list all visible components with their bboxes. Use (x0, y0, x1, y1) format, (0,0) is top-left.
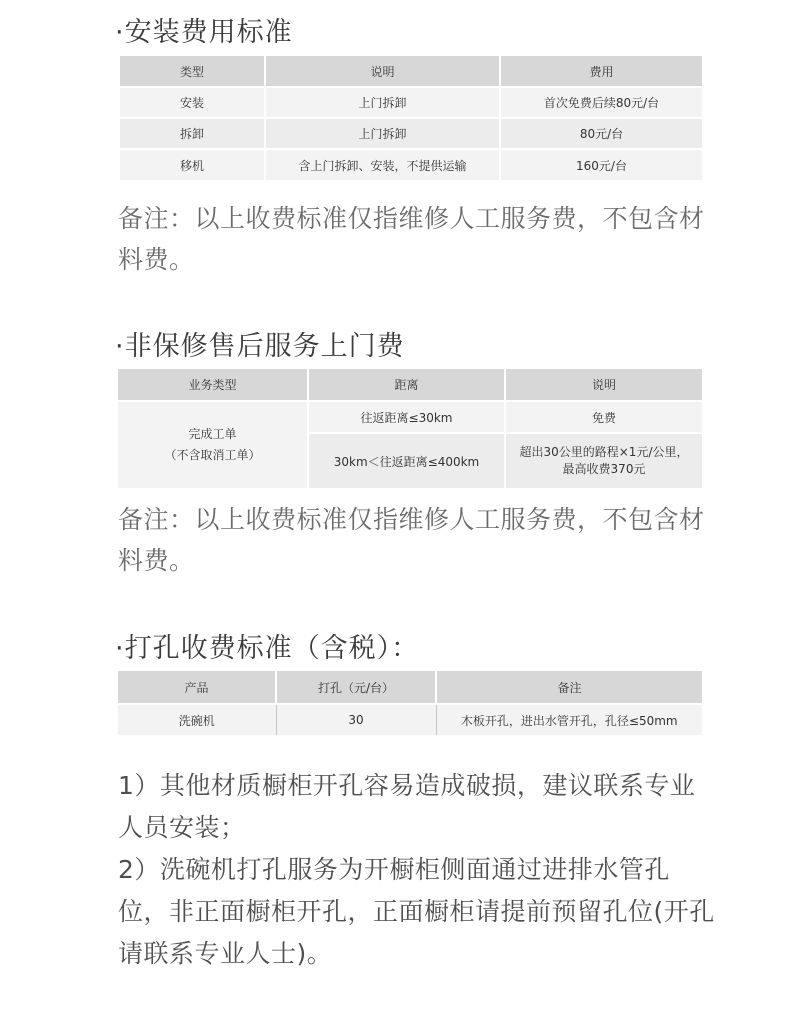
cell-fee: 首次免费后续80元/台 (500, 87, 702, 118)
footnote-item: 1）其他材质橱柜开孔容易造成破损，建议联系专业人员安装； (118, 771, 696, 842)
header-type: 类型 (120, 56, 265, 87)
cell-description: 上门拆卸 (265, 87, 500, 118)
table-header-row (120, 56, 702, 87)
header-drilling-price: 打孔（元/台） (276, 671, 436, 704)
cell-type: 拆卸 (120, 118, 265, 149)
install-fee-table (120, 56, 702, 182)
cell-drilling-price: 30 (276, 704, 436, 736)
cell-type: 安装 (120, 87, 265, 118)
cell-fee: 80元/台 (500, 118, 702, 149)
drilling-fee-table (118, 671, 702, 737)
header-description: 说明 (505, 369, 702, 401)
drilling-fee-title: ·打孔收费标准（含税）： (115, 633, 420, 664)
service-fee-table (118, 369, 702, 490)
cell-description (505, 433, 702, 489)
cell-type: 移机 (120, 149, 265, 181)
cell-description: 含上门拆卸、安装，不提供运输 (265, 149, 500, 181)
cell-description: 上门拆卸 (265, 118, 500, 149)
cell-description: 免费 (505, 401, 702, 433)
header-distance: 距离 (308, 369, 505, 401)
cell-distance: 30km＜往返距离≤400km (308, 433, 505, 489)
header-description: 说明 (265, 56, 500, 87)
table-header-row (118, 369, 702, 401)
table-row (120, 149, 702, 181)
cell-fee: 160元/台 (500, 149, 702, 181)
table-row (118, 401, 702, 433)
header-business-type: 业务类型 (118, 369, 308, 401)
footnotes (118, 765, 718, 975)
cell-remark: 木板开孔，进出水管开孔，孔径≤50mm (436, 704, 702, 736)
description-line: 超出30公里的路程×1元/公里， (519, 445, 689, 459)
header-product: 产品 (118, 671, 276, 704)
business-type-sublabel: （不含取消工单） (164, 448, 261, 462)
header-remark: 备注 (436, 671, 702, 704)
table-row (120, 87, 702, 118)
business-type-label: 完成工单 (188, 427, 237, 441)
cell-distance: 往返距离≤30km (308, 401, 505, 433)
install-fee-note: 备注：以上收费标准仅指维修人工服务费，不包含材料费。 (118, 204, 705, 274)
service-fee-title: ·非保修售后服务上门费 (115, 331, 405, 362)
cell-business-type (118, 401, 308, 489)
table-row (118, 704, 702, 736)
footnote-item: 2）洗碗机打孔服务为开橱柜侧面通过进排水管孔位，非正面橱柜开孔，正面橱柜请提前预留孔位(开孔请联系专业人士)。 (118, 855, 715, 968)
description-line: 最高收费370元 (562, 462, 646, 476)
service-fee-note: 备注：以上收费标准仅指维修人工服务费，不包含材料费。 (118, 505, 705, 575)
install-fee-title: ·安装费用标准 (115, 17, 293, 48)
table-row (120, 118, 702, 149)
cell-product: 洗碗机 (118, 704, 276, 736)
header-fee: 费用 (500, 56, 702, 87)
table-header-row (118, 671, 702, 704)
